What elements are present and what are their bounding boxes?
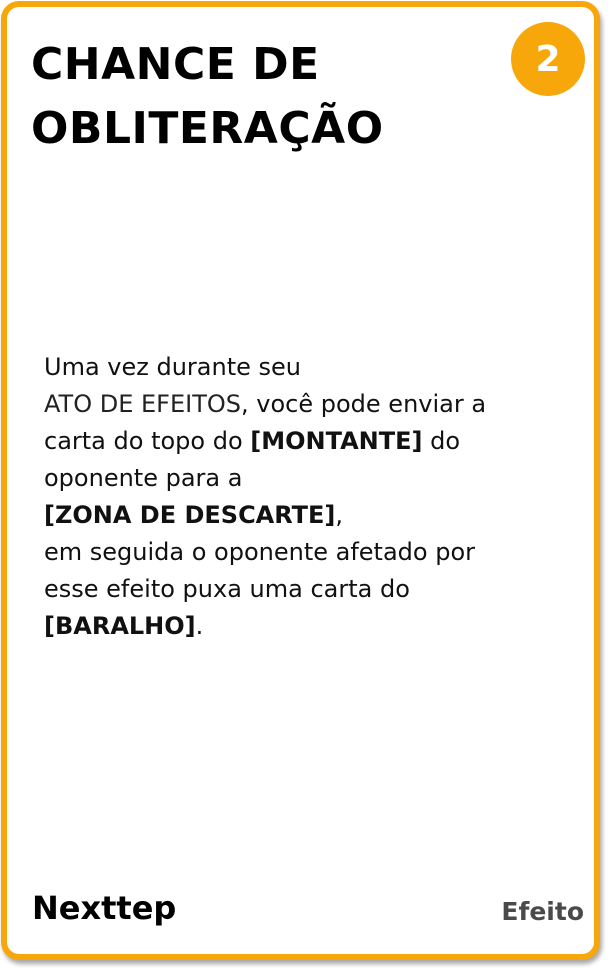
effect-act-keyword: ATO DE EFEITOS — [44, 390, 242, 418]
effect-text — [44, 349, 579, 645]
effect-baralho-keyword: [BARALHO] — [44, 612, 196, 640]
cost-value: 2 — [535, 38, 561, 80]
effect-zona-keyword: [ZONA DE DESCARTE] — [44, 501, 336, 529]
effect-after-act: , você pode enviar a — [241, 390, 487, 418]
effect-line-7: esse efeito puxa uma carta do — [44, 575, 410, 603]
effect-line-3-start: carta do topo do — [44, 427, 251, 455]
card — [1, 1, 600, 960]
brand-name: Nexttep — [32, 889, 177, 927]
effect-montante-keyword: [MONTANTE] — [250, 427, 423, 455]
cost-badge — [511, 22, 585, 96]
card-type-label: Efeito — [501, 897, 584, 926]
effect-line-3-end: do — [422, 427, 461, 455]
card-title-line-1: CHANCE DE — [31, 39, 320, 90]
effect-line-1: Uma vez durante seu — [44, 353, 301, 381]
effect-after-zona: , — [335, 501, 344, 529]
effect-line-4: oponente para a — [44, 464, 243, 492]
card-title-line-2: OBLITERAÇÃO — [31, 103, 384, 154]
effect-end: . — [195, 612, 204, 640]
effect-line-6: em seguida o oponente afetado por — [44, 538, 476, 566]
card-title — [31, 33, 471, 161]
